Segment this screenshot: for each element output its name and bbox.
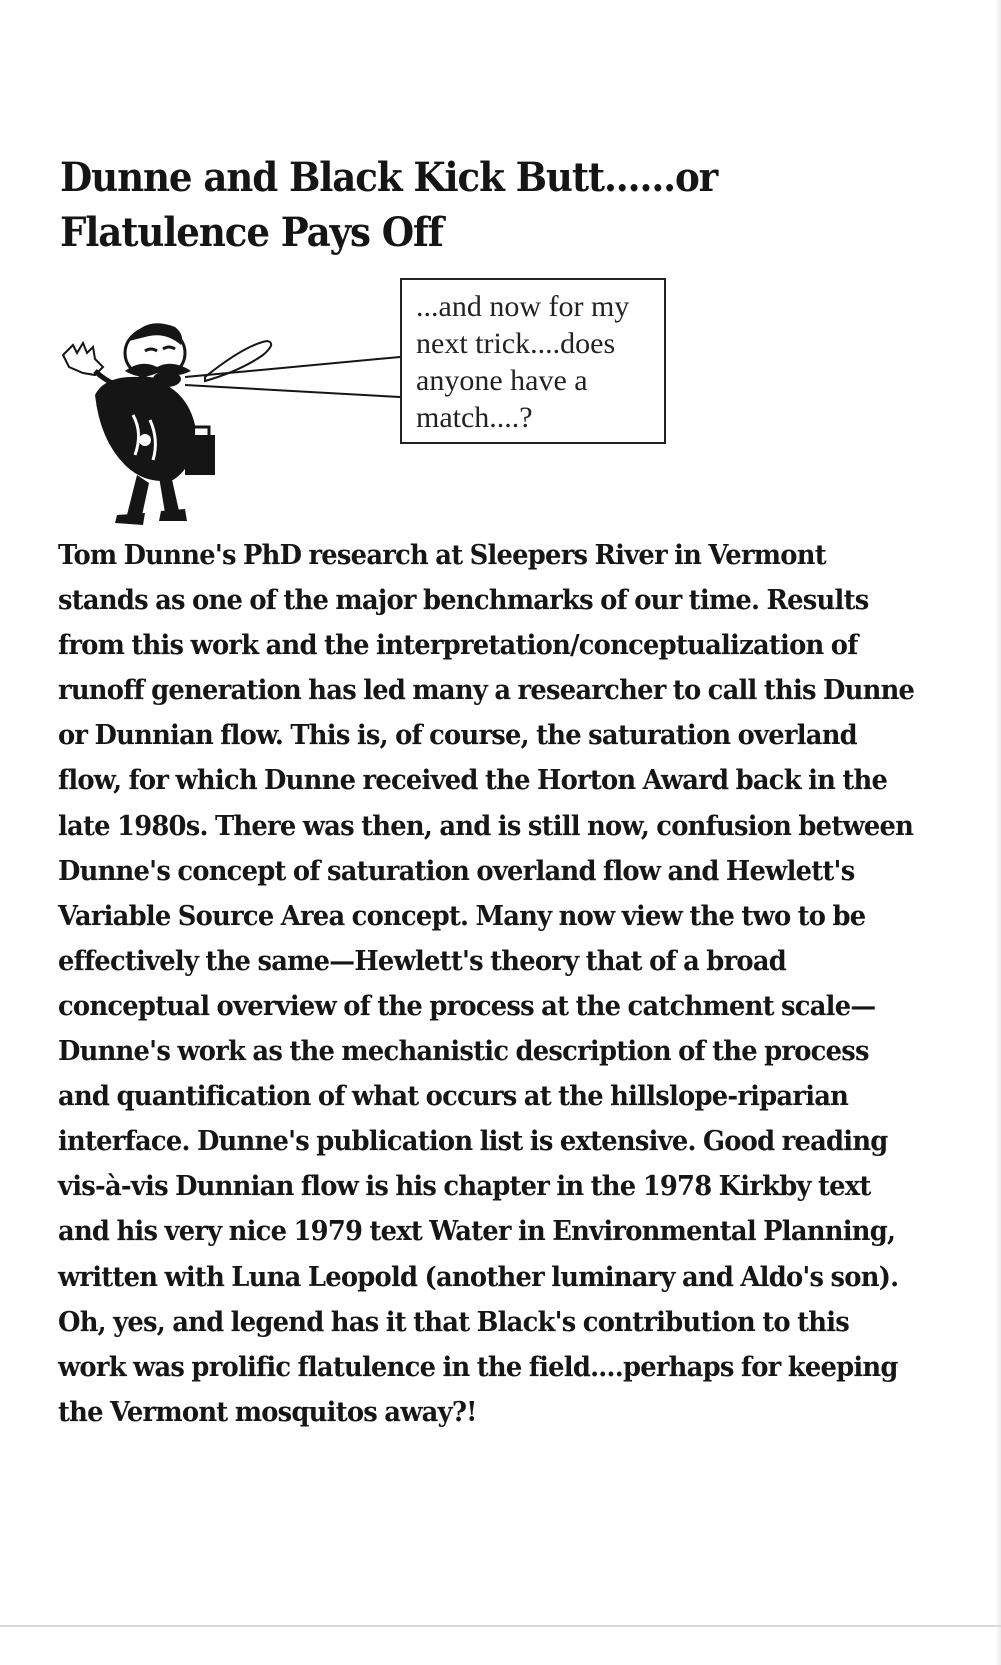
cartoon-man-icon [55, 315, 405, 535]
page-bottom-rule [0, 1625, 1001, 1627]
article-body: Tom Dunne's PhD research at Sleepers River in Vermont stands as one of the major benchmarks of our time. Results from this work and the interpretation/conceptualization of runoff generation has led many a researcher to call this Dunne or Dunnian flow. This is, of course, the saturation overland flow, for which Dunne received the Horton Award back in the late 1980s. There was then, and is still now, confusion between Dunne's concept of saturation overland flow and Hewlett's Variable Source Area concept. Many now view the two to be effectively the same—Hewlett's theory that of a broad conceptual overview of the process at the catchment scale—Dunne's work as the mechanistic description of the process and quantification of what occurs at the hillslope-riparian interface. Dunne's publication list is extensive. Good reading vis-à-vis Dunnian flow is his chapter in the 1978 Kirkby text and his very nice 1979 text Water in Environmental Planning, written with Luna Leopold (another luminary and Aldo's son). Oh, yes, and legend has it that Black's contribution to this work was prolific flatulence in the field....perhaps for keeping the Vermont mosquitos away?! [58, 540, 915, 1428]
speech-bubble: ...and now for my next trick....does anyone have a match....? [400, 278, 666, 444]
article-title: Dunne and Black Kick Butt......or Flatulence Pays Off [60, 154, 718, 256]
page-edge-shadow [995, 0, 1001, 1665]
